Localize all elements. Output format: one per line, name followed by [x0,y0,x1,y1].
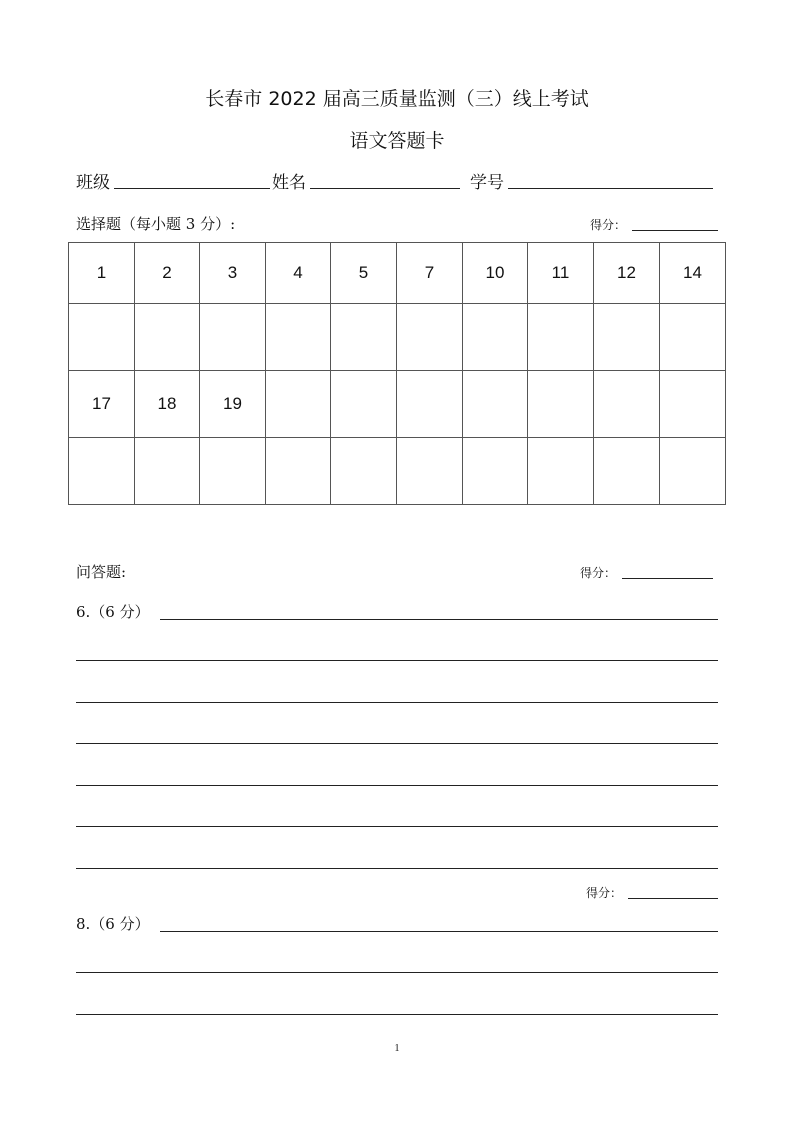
answer-cell[interactable] [135,304,200,371]
answer-row [69,304,726,371]
qa-score-field[interactable] [622,578,713,579]
answer-cell[interactable] [528,438,594,505]
student-id-field[interactable] [508,188,713,189]
question-8-score-field[interactable] [628,898,718,899]
answer-cell[interactable] [266,304,331,371]
answer-cell[interactable] [397,438,463,505]
choice-score-field[interactable] [632,230,718,231]
answer-cell[interactable] [331,371,397,438]
question-6-answer-line[interactable] [76,826,718,827]
answer-cell[interactable] [463,371,528,438]
choice-section-label: 选择题（每小题 3 分）: [76,215,236,233]
choice-score-label: 得分： [590,218,627,232]
answer-cell[interactable] [660,304,726,371]
question-number-cell: 18 [135,371,200,438]
answer-cell[interactable] [463,438,528,505]
answer-sheet-title: 语文答题卡 [349,130,445,152]
question-8-label: 8.（6 分） [76,915,150,933]
question-6-answer-line[interactable] [76,660,718,661]
answer-cell[interactable] [463,304,528,371]
answer-cell[interactable] [397,371,463,438]
answer-cell[interactable] [331,438,397,505]
qa-score-label: 得分： [580,566,617,580]
answer-cell[interactable] [135,438,200,505]
answer-row [69,438,726,505]
answer-cell[interactable] [397,304,463,371]
page-number: 1 [394,1043,400,1054]
question-8-answer-line[interactable] [76,972,718,973]
answer-cell[interactable] [660,371,726,438]
answer-cell[interactable] [594,438,660,505]
answer-cell[interactable] [266,438,331,505]
question-number-row [69,243,726,304]
answer-cell[interactable] [594,304,660,371]
question-number-cell: 11 [528,243,594,304]
answer-grid [68,242,726,505]
answer-cell[interactable] [528,371,594,438]
answer-cell[interactable] [331,304,397,371]
class-field[interactable] [114,188,270,189]
name-field[interactable] [310,188,460,189]
student-id-label: 学号 [470,173,504,193]
question-6-answer-line[interactable] [76,785,718,786]
name-label: 姓名 [272,173,306,193]
question-number-cell: 12 [594,243,660,304]
question-number-cell: 10 [463,243,528,304]
answer-cell[interactable] [200,304,266,371]
question-number-cell: 2 [135,243,200,304]
question-number-cell: 17 [69,371,135,438]
answer-cell[interactable] [200,438,266,505]
exam-title: 长春市 2022 届高三质量监测（三）线上考试 [205,88,589,110]
question-6-label: 6.（6 分） [76,603,150,621]
answer-cell[interactable] [69,304,135,371]
question-number-cell: 5 [331,243,397,304]
question-number-cell: 3 [200,243,266,304]
question-8-score-label: 得分： [586,886,623,900]
question-6-answer-line[interactable] [76,868,718,869]
question-8-answer-line[interactable] [76,1014,718,1015]
qa-section-label: 问答题: [76,563,127,581]
question-6-answer-line[interactable] [160,619,718,620]
answer-cell[interactable] [594,371,660,438]
question-number-cell: 14 [660,243,726,304]
question-number-cell: 4 [266,243,331,304]
question-number-cell: 1 [69,243,135,304]
answer-cell[interactable] [266,371,331,438]
answer-cell[interactable] [69,438,135,505]
question-6-answer-line[interactable] [76,743,718,744]
question-number-row [69,371,726,438]
question-number-cell: 19 [200,371,266,438]
question-6-answer-line[interactable] [76,702,718,703]
answer-cell[interactable] [528,304,594,371]
class-label: 班级 [76,173,110,193]
question-8-answer-line[interactable] [160,931,718,932]
question-number-cell: 7 [397,243,463,304]
answer-cell[interactable] [660,438,726,505]
